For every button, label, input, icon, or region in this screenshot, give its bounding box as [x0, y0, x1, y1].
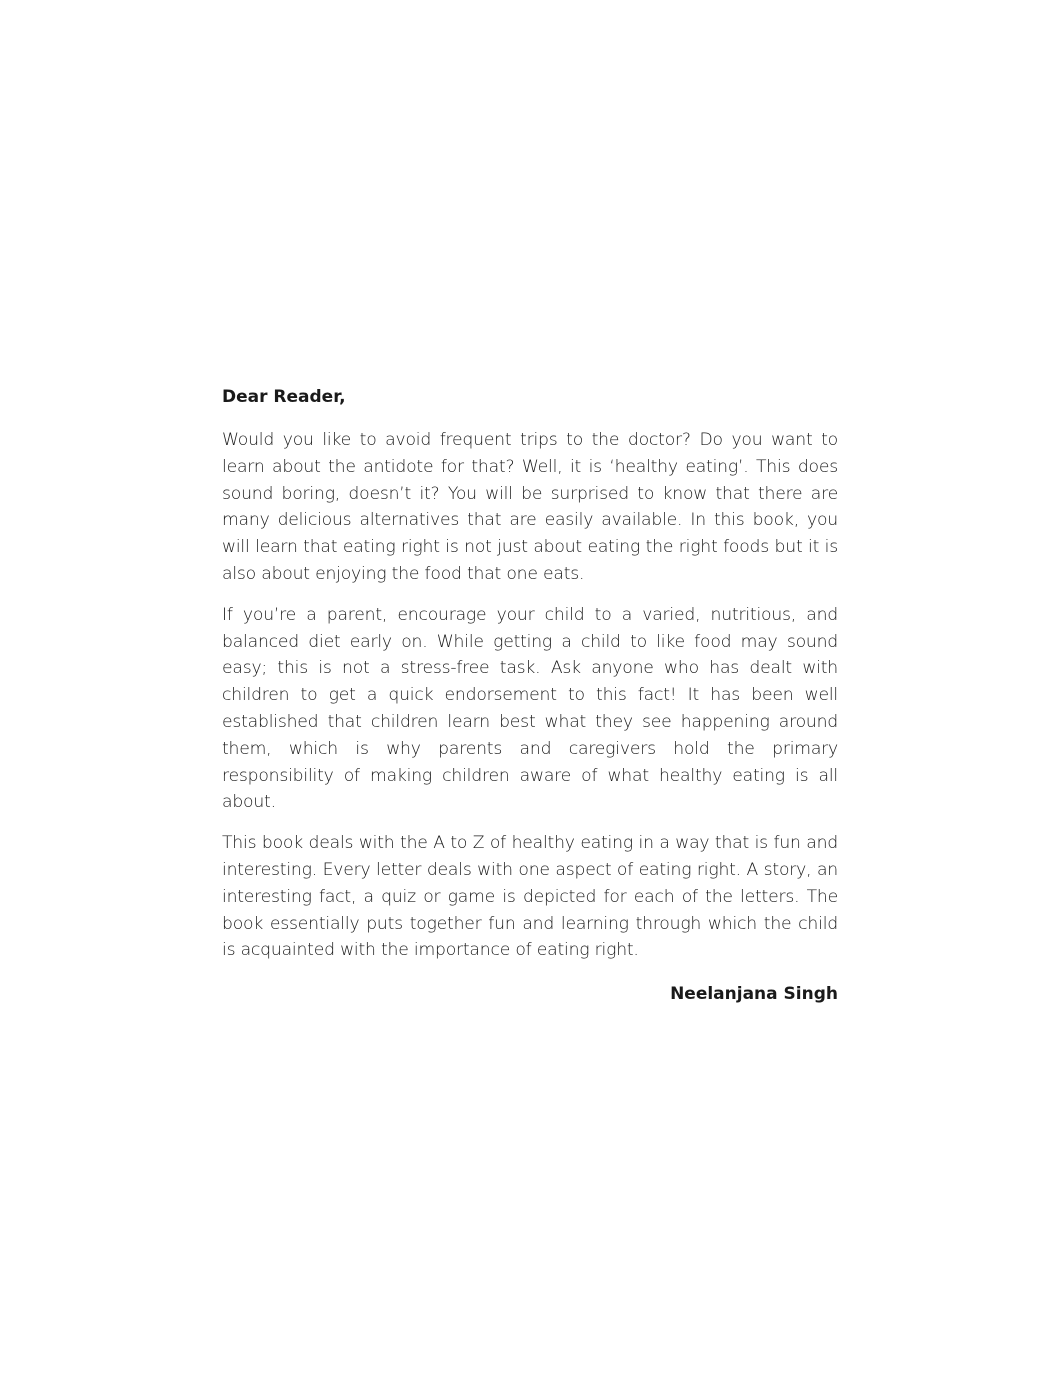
- paragraph: Would you like to avoid frequent trips to the doctor? Do you want to learn about the antidote for that? Well, it is ‘healthy eating’. This does sound boring, doesn’t it? You will be surprised to know that there are many delicious alternatives that are easily available. In this book, you will learn that eating right is not just about eating the right foods but it is also about enjoying the food that one eats.: [222, 430, 838, 584]
- letter-body: [222, 384, 838, 978]
- signature: Neelanjana Singh: [670, 984, 838, 1004]
- paragraph: This book deals with the A to Z of healthy eating in a way that is fun and interesting. Every letter deals with one aspect of eating right. A story, an interesting fact, a quiz or game is depicted for each of the letters. The book essentially puts together fun and learning through which the child is acquainted with the importance of eating right.: [222, 833, 838, 961]
- paragraph: If you’re a parent, encourage your child to a varied, nutritious, and balanced diet early on. While getting a child to like food may sound easy; this is not a stress-free task. Ask anyone who has dealt with children to get a quick endorsement to this fact! It has been well established that children learn best what they see happening around them, which is why parents and caregivers hold the primary responsibility of making children aware of what healthy eating is all about.: [222, 604, 838, 813]
- greeting: Dear Reader,: [222, 387, 346, 407]
